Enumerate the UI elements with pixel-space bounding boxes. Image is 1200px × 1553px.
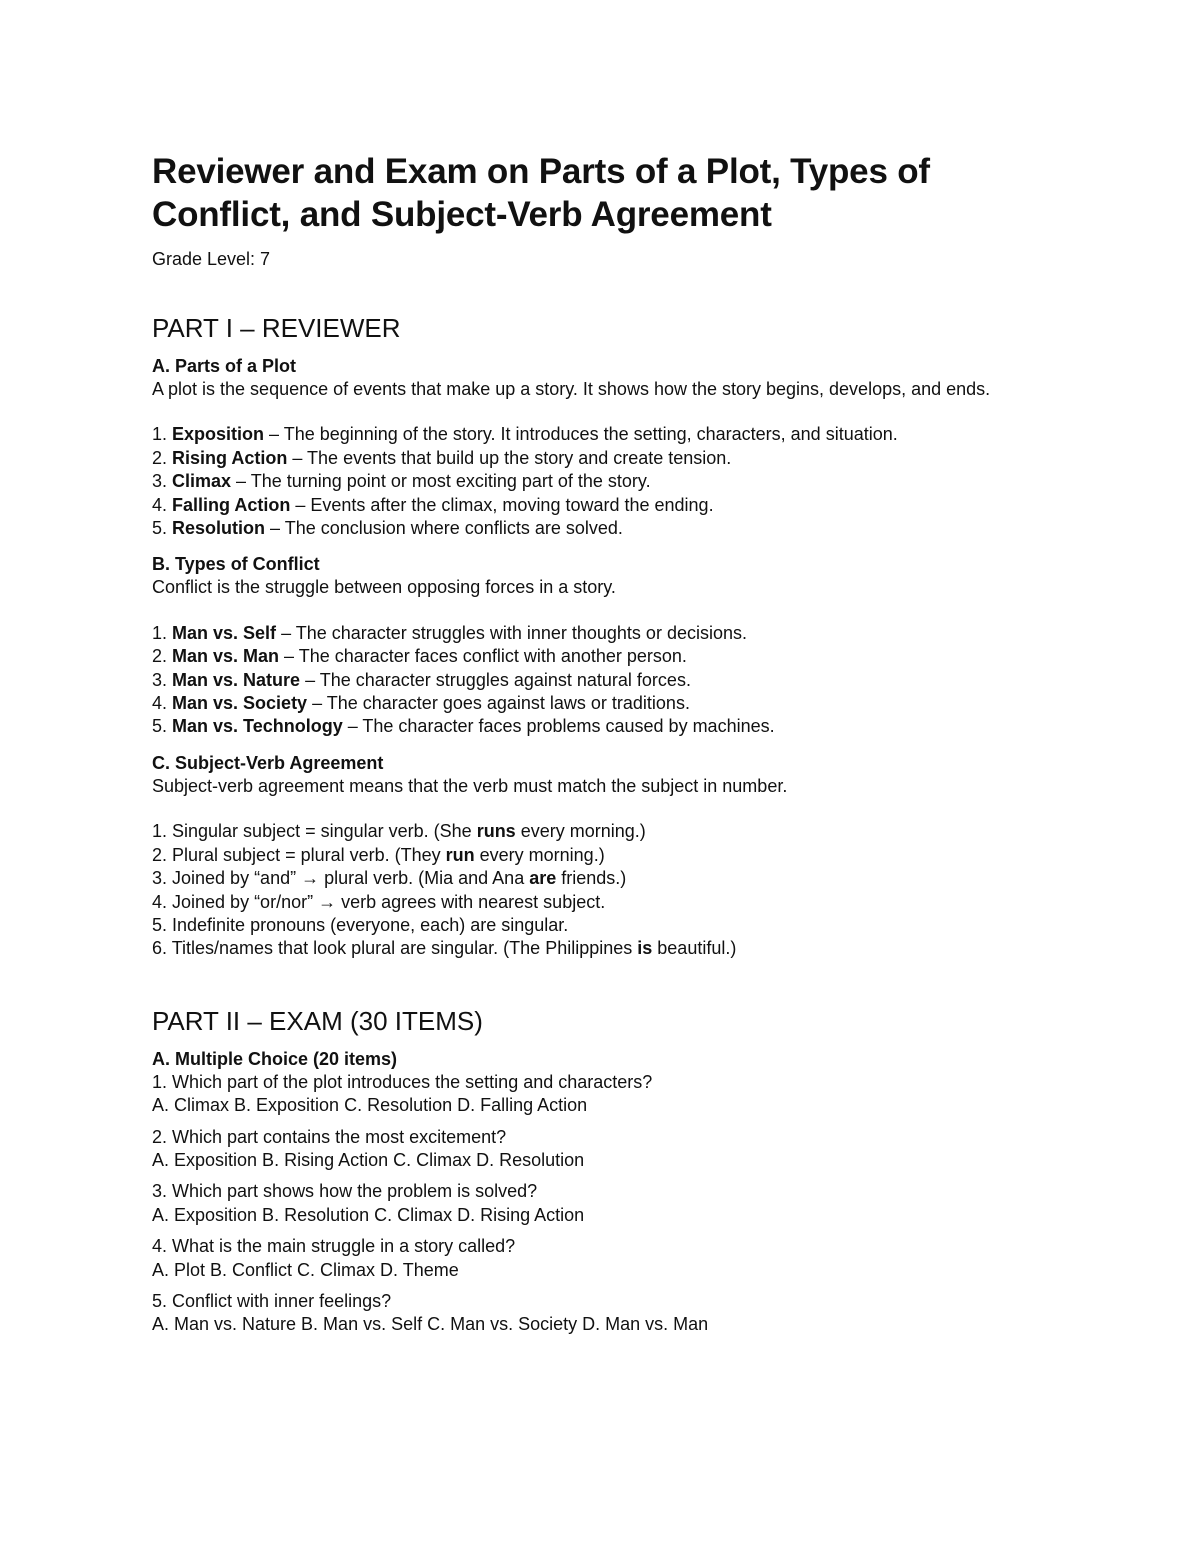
question-item bbox=[152, 1180, 1052, 1227]
term: Rising Action bbox=[172, 447, 288, 468]
term: Climax bbox=[172, 471, 232, 492]
term: Man vs. Technology bbox=[172, 716, 343, 737]
section-a-title: A. Parts of a Plot bbox=[152, 356, 297, 376]
list-item: 4. Joined by “or/nor” → verb agrees with nearest subject. bbox=[152, 891, 606, 912]
section-multiple-choice bbox=[152, 1047, 1052, 1337]
agreement-rules-list bbox=[152, 820, 1052, 960]
question-item bbox=[152, 1235, 1052, 1282]
section-a-intro: A plot is the sequence of events that make up a story. It shows how the story begins, develops, and ends. bbox=[152, 379, 991, 399]
conflict-types-list bbox=[152, 622, 1052, 739]
question-item bbox=[152, 1290, 1052, 1337]
term: Man vs. Self bbox=[172, 622, 277, 643]
exam-section-a-title: A. Multiple Choice (20 items) bbox=[152, 1048, 398, 1069]
list-item: 5. Indefinite pronouns (everyone, each) are singular. bbox=[152, 914, 569, 935]
question-item bbox=[152, 1071, 1052, 1118]
section-c-title: C. Subject-Verb Agreement bbox=[152, 752, 384, 773]
list-item: 2. Man vs. Man – The character faces conflict with another person. bbox=[152, 646, 687, 667]
term: Falling Action bbox=[172, 494, 291, 515]
list-item: 1. Exposition – The beginning of the story. It introduces the setting, characters, and situation. bbox=[152, 424, 898, 445]
question-text: 5. Conflict with inner feelings? bbox=[152, 1290, 392, 1311]
question-choices: A. Exposition B. Rising Action C. Climax D. Resolution bbox=[152, 1149, 585, 1170]
list-item: 4. Falling Action – Events after the climax, moving toward the ending. bbox=[152, 494, 714, 515]
part1-heading: PART I – REVIEWER bbox=[152, 313, 401, 343]
term: Resolution bbox=[172, 518, 266, 539]
document-page bbox=[152, 150, 1052, 1337]
list-item: 2. Rising Action – The events that build up the story and create tension. bbox=[152, 447, 732, 468]
question-text: 3. Which part shows how the problem is solved? bbox=[152, 1181, 538, 1202]
question-text: 2. Which part contains the most excitement? bbox=[152, 1126, 507, 1147]
section-b-intro: Conflict is the struggle between opposing forces in a story. bbox=[152, 577, 616, 598]
list-item: 1. Singular subject = singular verb. (She runs every morning.) bbox=[152, 821, 646, 842]
list-item: 5. Man vs. Technology – The character faces problems caused by machines. bbox=[152, 716, 775, 737]
list-item: 3. Joined by “and” → plural verb. (Mia and Ana are friends.) bbox=[152, 868, 627, 889]
question-choices: A. Plot B. Conflict C. Climax D. Theme bbox=[152, 1259, 459, 1280]
section-b-title: B. Types of Conflict bbox=[152, 554, 320, 575]
question-text: 4. What is the main struggle in a story called? bbox=[152, 1236, 516, 1257]
section-c-intro: Subject-verb agreement means that the verb must match the subject in number. bbox=[152, 775, 788, 796]
list-item: 3. Climax – The turning point or most exciting part of the story. bbox=[152, 471, 651, 492]
section-subject-verb-agreement bbox=[152, 751, 1052, 961]
list-item: 3. Man vs. Nature – The character struggles against natural forces. bbox=[152, 669, 691, 690]
list-item: 1. Man vs. Self – The character struggles with inner thoughts or decisions. bbox=[152, 622, 747, 643]
question-choices: A. Exposition B. Resolution C. Climax D. Rising Action bbox=[152, 1204, 585, 1225]
question-choices: A. Man vs. Nature B. Man vs. Self C. Man vs. Society D. Man vs. Man bbox=[152, 1314, 709, 1335]
term: Exposition bbox=[172, 424, 265, 445]
term: Man vs. Society bbox=[172, 693, 308, 714]
grade-level: Grade Level: 7 bbox=[152, 249, 271, 269]
document-title: Reviewer and Exam on Parts of a Plot, Types of Conflict, and Subject-Verb Agreement bbox=[152, 152, 930, 234]
question-text: 1. Which part of the plot introduces the setting and characters? bbox=[152, 1071, 653, 1092]
term: Man vs. Man bbox=[172, 646, 280, 667]
question-choices: A. Climax B. Exposition C. Resolution D. Falling Action bbox=[152, 1095, 588, 1116]
question-list bbox=[152, 1071, 1052, 1337]
part2-heading: PART II – EXAM (30 ITEMS) bbox=[152, 1005, 483, 1036]
list-item: 6. Titles/names that look plural are singular. (The Philippines is beautiful.) bbox=[152, 938, 737, 959]
plot-parts-list bbox=[152, 423, 1052, 540]
question-item bbox=[152, 1126, 1052, 1173]
list-item: 5. Resolution – The conclusion where conflicts are solved. bbox=[152, 518, 623, 539]
list-item: 2. Plural subject = plural verb. (They run every morning.) bbox=[152, 844, 605, 865]
section-parts-of-plot bbox=[152, 354, 1052, 540]
term: Man vs. Nature bbox=[172, 669, 301, 690]
list-item: 4. Man vs. Society – The character goes against laws or traditions. bbox=[152, 693, 690, 714]
section-types-of-conflict bbox=[152, 552, 1052, 738]
